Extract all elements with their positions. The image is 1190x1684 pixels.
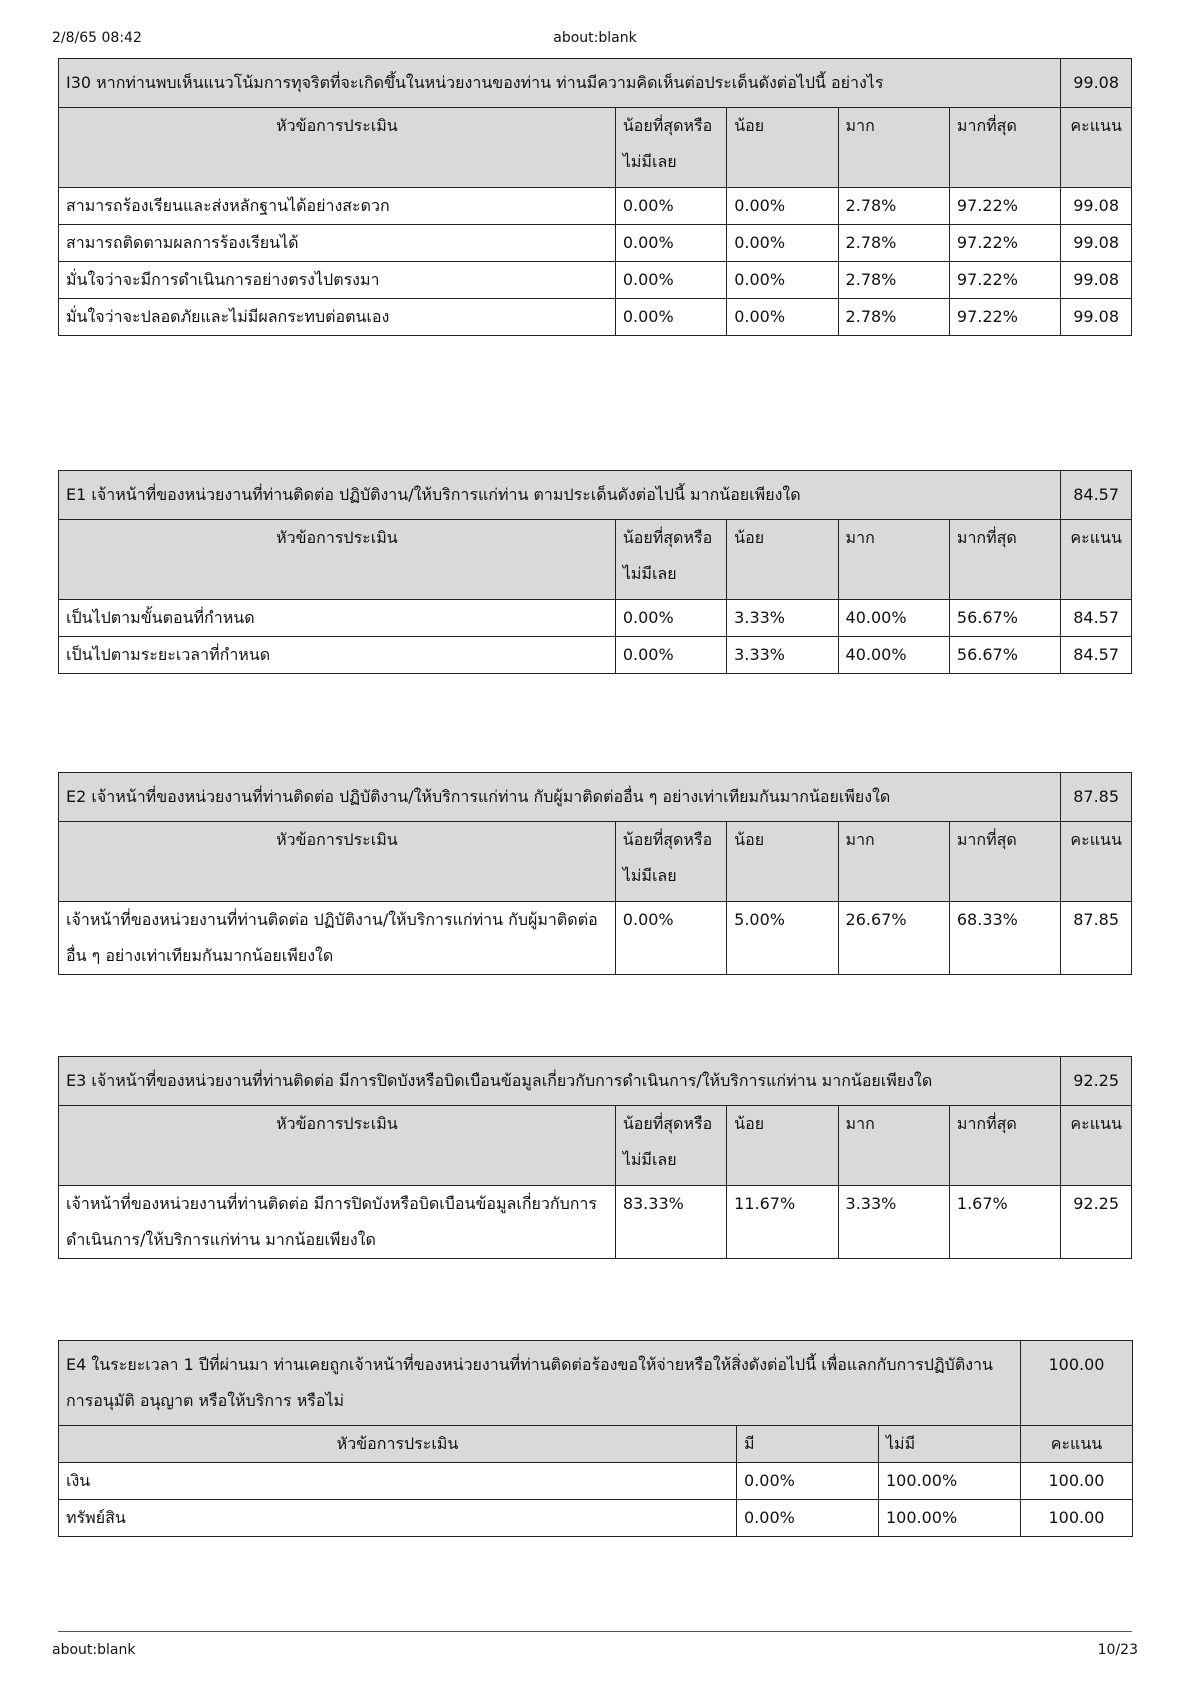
section-e1-table: [58, 470, 1132, 674]
row-much: 2.78%: [838, 299, 949, 336]
header-most: มากที่สุด: [949, 108, 1060, 188]
header-least-none: น้อยที่สุดหรือไม่มีเลย: [615, 108, 726, 188]
row-score: 92.25: [1061, 1186, 1132, 1259]
row-little: 0.00%: [727, 299, 838, 336]
row-little: 0.00%: [727, 262, 838, 299]
header-score: คะแนน: [1061, 1106, 1132, 1186]
row-score: 87.85: [1061, 902, 1132, 975]
row-most: 97.22%: [949, 188, 1060, 225]
row-most: 68.33%: [949, 902, 1060, 975]
section-title: I30 หากท่านพบเห็นแนวโน้มการทุจริตที่จะเกิดขึ้นในหน่วยงานของท่าน ท่านมีความคิดเห็นต่อประเด็นดังต่อไปนี้ อย่างไร: [59, 59, 1061, 108]
table-row: [59, 262, 1132, 299]
section-e3-table: [58, 1056, 1132, 1259]
browser-datetime: 2/8/65 08:42: [52, 30, 142, 46]
row-much: 2.78%: [838, 262, 949, 299]
row-most: 56.67%: [949, 637, 1060, 674]
header-score: คะแนน: [1021, 1426, 1133, 1463]
section-i30-table: [58, 58, 1132, 336]
row-score: 99.08: [1061, 225, 1132, 262]
table-row: [59, 1500, 1133, 1537]
row-most: 97.22%: [949, 299, 1060, 336]
table-row: [59, 1463, 1133, 1500]
section-title: E1 เจ้าหน้าที่ของหน่วยงานที่ท่านติดต่อ ปฏิบัติงาน/ให้บริการแก่ท่าน ตามประเด็นดังต่อไปนี้ มากน้อยเพียงใด: [59, 471, 1061, 520]
footer-url: about:blank: [52, 1642, 136, 1658]
row-topic: เจ้าหน้าที่ของหน่วยงานที่ท่านติดต่อ ปฏิบัติงาน/ให้บริการแก่ท่าน กับผู้มาติดต่ออื่น ๆ อย่างเท่าเทียมกันมากน้อยเพียงใด: [59, 902, 616, 975]
row-most: 97.22%: [949, 225, 1060, 262]
row-little: 0.00%: [727, 225, 838, 262]
header-little: น้อย: [727, 1106, 838, 1186]
row-topic: มั่นใจว่าจะปลอดภัยและไม่มีผลกระทบต่อตนเอง: [59, 299, 616, 336]
row-score: 84.57: [1061, 600, 1132, 637]
table-row: [59, 299, 1132, 336]
header-topic: หัวข้อการประเมิน: [59, 520, 616, 600]
section-e4-table: [58, 1340, 1133, 1537]
row-least-none: 0.00%: [615, 188, 726, 225]
header-little: น้อย: [727, 520, 838, 600]
row-much: 26.67%: [838, 902, 949, 975]
row-much: 40.00%: [838, 637, 949, 674]
section-score: 100.00: [1021, 1341, 1133, 1426]
table-row: [59, 1186, 1132, 1259]
section-score: 87.85: [1061, 773, 1132, 822]
row-much: 3.33%: [838, 1186, 949, 1259]
section-title: E3 เจ้าหน้าที่ของหน่วยงานที่ท่านติดต่อ มีการปิดบังหรือบิดเบือนข้อมูลเกี่ยวกับการดำเนินการ/ให้บริการแก่ท่าน มากน้อยเพียงใด: [59, 1057, 1061, 1106]
header-topic: หัวข้อการประเมิน: [59, 108, 616, 188]
row-little: 11.67%: [727, 1186, 838, 1259]
row-most: 1.67%: [949, 1186, 1060, 1259]
row-score: 100.00: [1021, 1463, 1133, 1500]
header-score: คะแนน: [1061, 520, 1132, 600]
header-most: มากที่สุด: [949, 1106, 1060, 1186]
header-most: มากที่สุด: [949, 520, 1060, 600]
row-score: 84.57: [1061, 637, 1132, 674]
row-not-have: 100.00%: [879, 1463, 1021, 1500]
table-row: [59, 188, 1132, 225]
section-e2-table: [58, 772, 1132, 975]
row-topic: เจ้าหน้าที่ของหน่วยงานที่ท่านติดต่อ มีการปิดบังหรือบิดเบือนข้อมูลเกี่ยวกับการดำเนินการ/ให้บริการแก่ท่าน มากน้อยเพียงใด: [59, 1186, 616, 1259]
section-score: 92.25: [1061, 1057, 1132, 1106]
row-topic: สามารถติดตามผลการร้องเรียนได้: [59, 225, 616, 262]
section-title: E4 ในระยะเวลา 1 ปีที่ผ่านมา ท่านเคยถูกเจ้าหน้าที่ของหน่วยงานที่ท่านติดต่อร้องขอให้จ่ายหรือให้สิ่งดังต่อไปนี้ เพื่อแลกกับการปฏิบัติงาน การอนุมัติ อนุญาต หรือให้บริการ หรือไม่: [59, 1341, 1021, 1426]
header-least-none: น้อยที่สุดหรือไม่มีเลย: [615, 520, 726, 600]
row-score: 99.08: [1061, 262, 1132, 299]
row-topic: เงิน: [59, 1463, 737, 1500]
row-much: 2.78%: [838, 225, 949, 262]
header-least-none: น้อยที่สุดหรือไม่มีเลย: [615, 822, 726, 902]
table-row: [59, 225, 1132, 262]
row-topic: มั่นใจว่าจะมีการดำเนินการอย่างตรงไปตรงมา: [59, 262, 616, 299]
row-least-none: 0.00%: [615, 299, 726, 336]
header-much: มาก: [838, 1106, 949, 1186]
header-most: มากที่สุด: [949, 822, 1060, 902]
row-least-none: 0.00%: [615, 600, 726, 637]
row-least-none: 0.00%: [615, 902, 726, 975]
row-least-none: 0.00%: [615, 262, 726, 299]
row-score: 99.08: [1061, 299, 1132, 336]
header-score: คะแนน: [1061, 822, 1132, 902]
table-row: [59, 600, 1132, 637]
header-topic: หัวข้อการประเมิน: [59, 1106, 616, 1186]
section-score: 84.57: [1061, 471, 1132, 520]
header-not-have: ไม่มี: [879, 1426, 1021, 1463]
browser-url: about:blank: [553, 30, 637, 46]
footer-divider: [58, 1631, 1132, 1632]
row-not-have: 100.00%: [879, 1500, 1021, 1537]
row-most: 97.22%: [949, 262, 1060, 299]
row-least-none: 0.00%: [615, 225, 726, 262]
header-little: น้อย: [727, 822, 838, 902]
row-topic: ทรัพย์สิน: [59, 1500, 737, 1537]
row-topic: สามารถร้องเรียนและส่งหลักฐานได้อย่างสะดวก: [59, 188, 616, 225]
row-little: 3.33%: [727, 637, 838, 674]
section-title: E2 เจ้าหน้าที่ของหน่วยงานที่ท่านติดต่อ ปฏิบัติงาน/ให้บริการแก่ท่าน กับผู้มาติดต่ออื่น ๆ อย่างเท่าเทียมกันมากน้อยเพียงใด: [59, 773, 1061, 822]
header-topic: หัวข้อการประเมิน: [59, 822, 616, 902]
section-score: 99.08: [1061, 59, 1132, 108]
row-much: 2.78%: [838, 188, 949, 225]
header-little: น้อย: [727, 108, 838, 188]
row-have: 0.00%: [737, 1463, 879, 1500]
header-score: คะแนน: [1061, 108, 1132, 188]
row-much: 40.00%: [838, 600, 949, 637]
header-much: มาก: [838, 520, 949, 600]
row-score: 100.00: [1021, 1500, 1133, 1537]
row-little: 3.33%: [727, 600, 838, 637]
table-row: [59, 902, 1132, 975]
row-most: 56.67%: [949, 600, 1060, 637]
header-topic: หัวข้อการประเมิน: [59, 1426, 737, 1463]
row-least-none: 83.33%: [615, 1186, 726, 1259]
row-least-none: 0.00%: [615, 637, 726, 674]
header-least-none: น้อยที่สุดหรือไม่มีเลย: [615, 1106, 726, 1186]
row-score: 99.08: [1061, 188, 1132, 225]
table-row: [59, 637, 1132, 674]
header-much: มาก: [838, 108, 949, 188]
row-little: 5.00%: [727, 902, 838, 975]
row-have: 0.00%: [737, 1500, 879, 1537]
row-topic: เป็นไปตามขั้นตอนที่กำหนด: [59, 600, 616, 637]
header-much: มาก: [838, 822, 949, 902]
page-number: 10/23: [1097, 1642, 1138, 1658]
header-have: มี: [737, 1426, 879, 1463]
row-topic: เป็นไปตามระยะเวลาที่กำหนด: [59, 637, 616, 674]
row-little: 0.00%: [727, 188, 838, 225]
